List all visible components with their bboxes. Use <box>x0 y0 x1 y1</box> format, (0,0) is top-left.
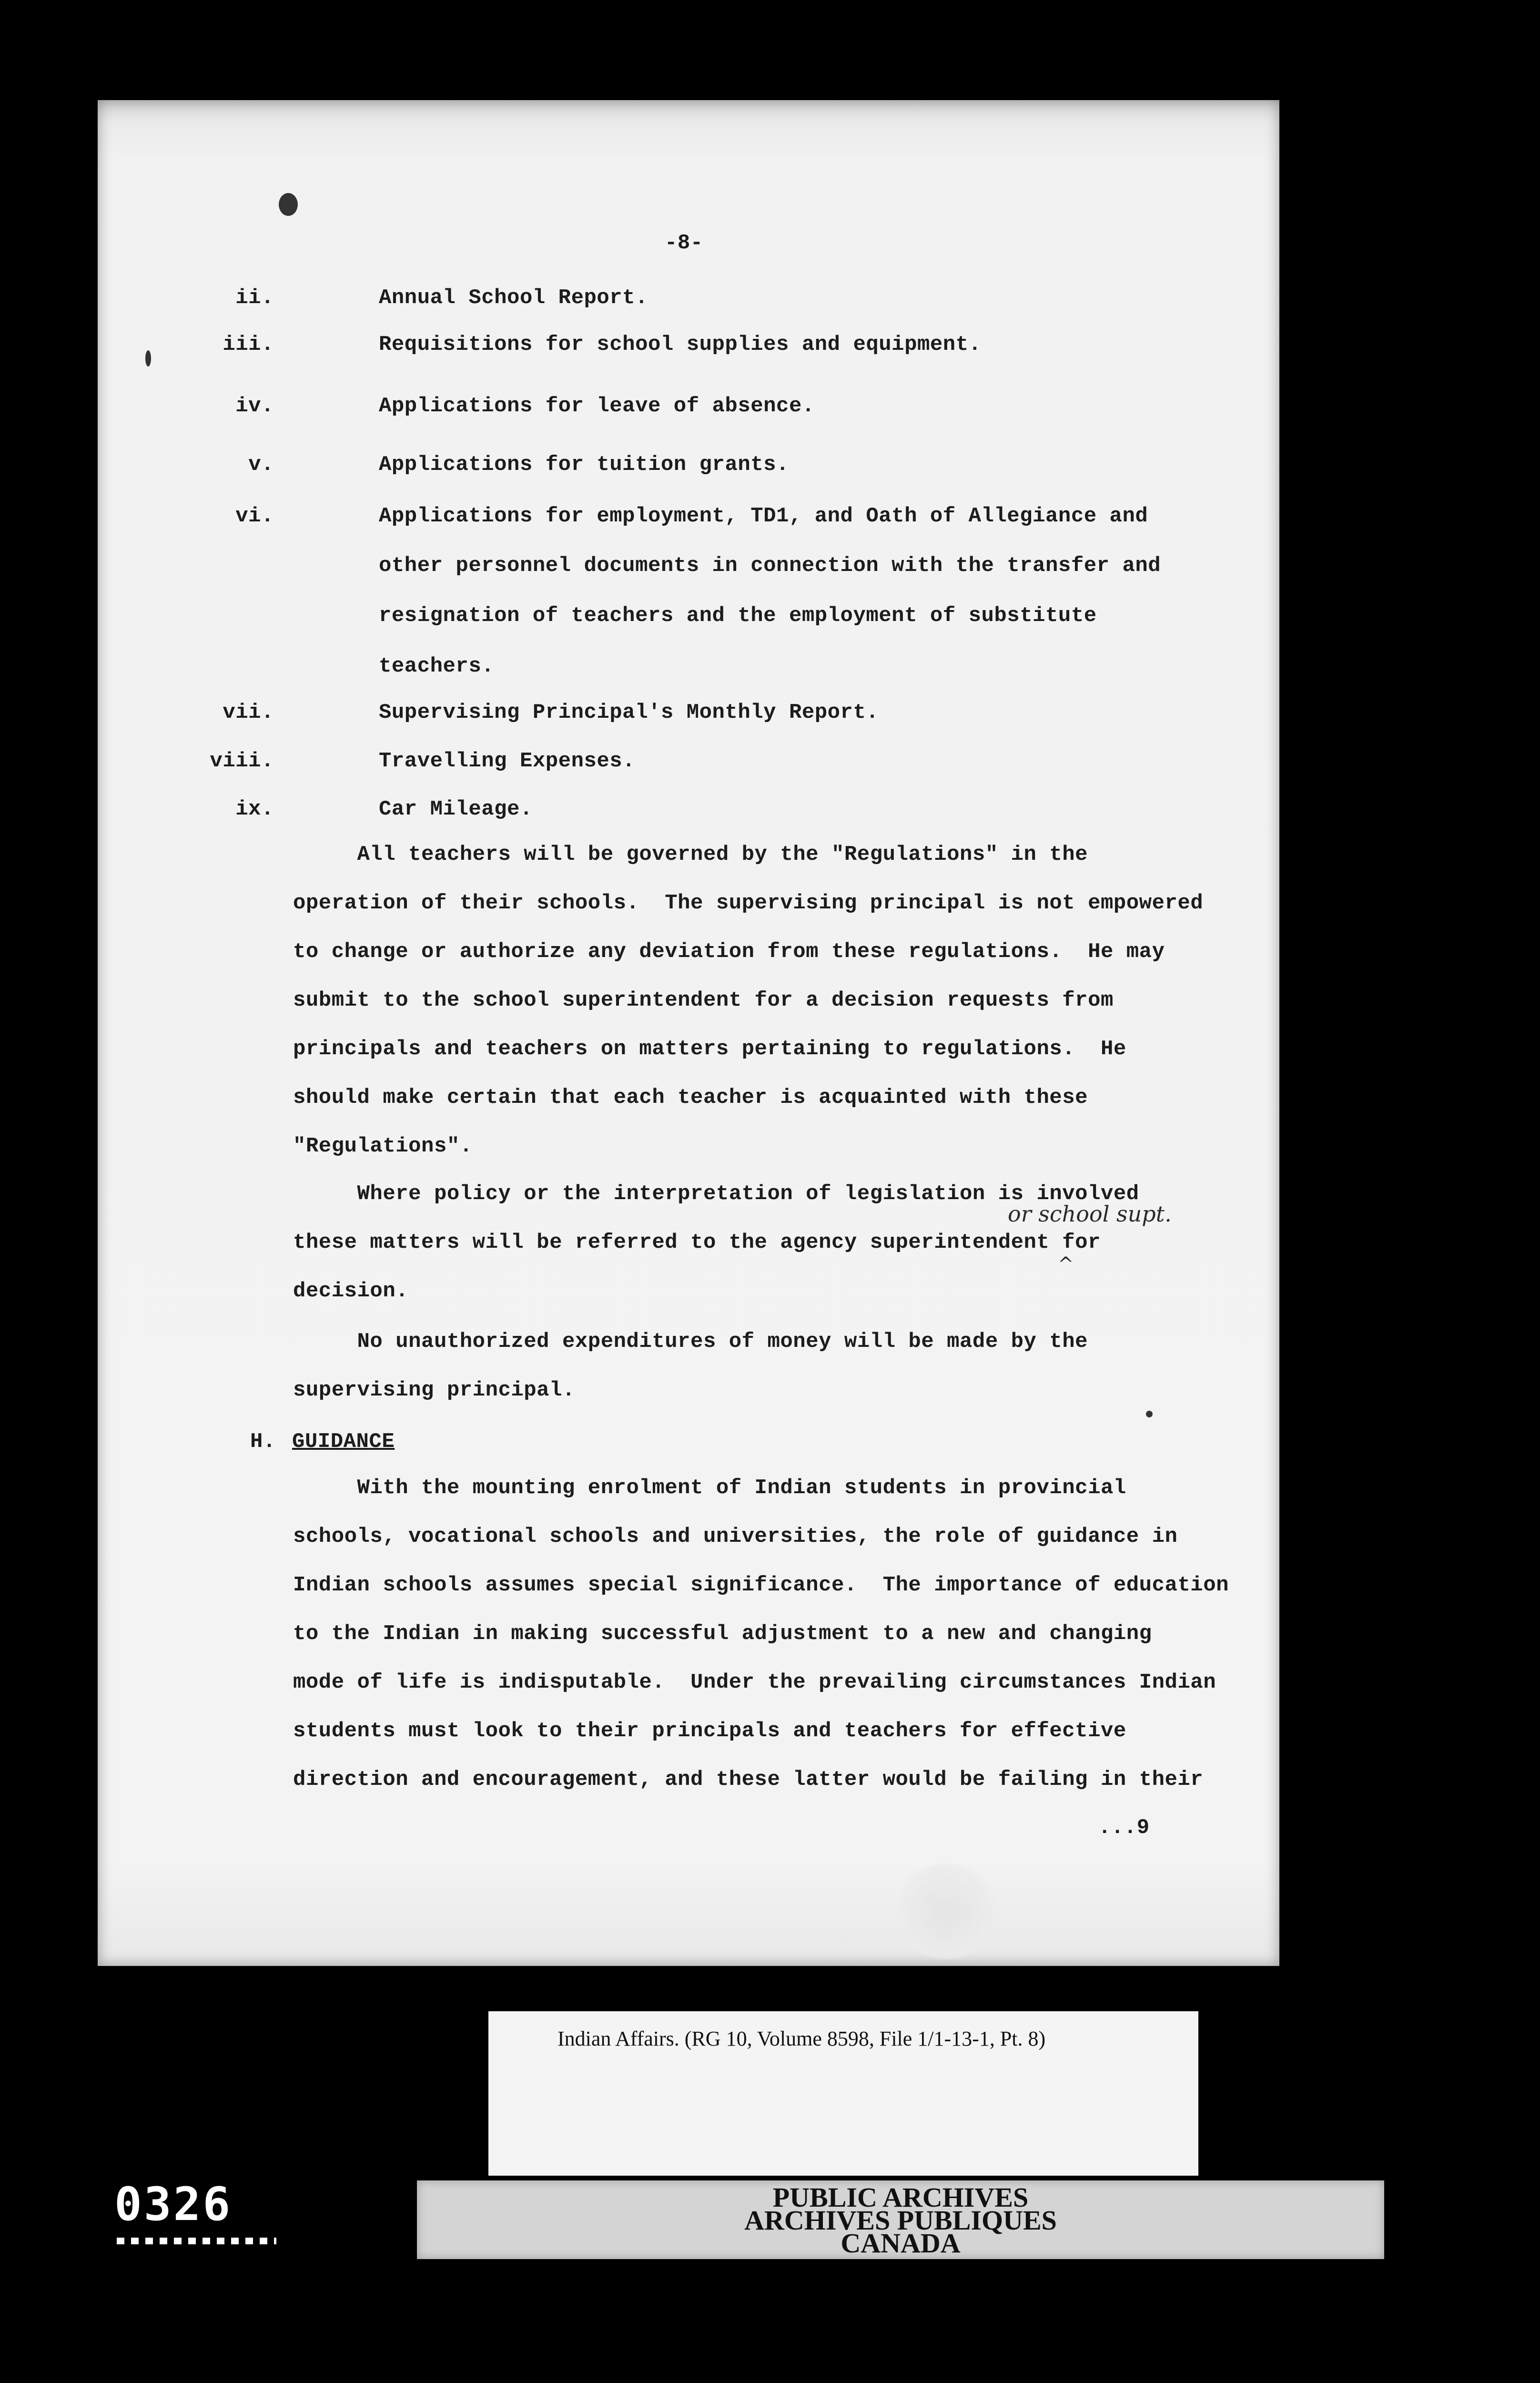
list-item-number: vii. <box>223 701 274 724</box>
list-item-number: ix. <box>235 797 274 821</box>
list-item-number: ii. <box>235 286 274 310</box>
stamp-line-2: ARCHIVES PUBLIQUES <box>744 2205 1057 2236</box>
paragraph-line: mode of life is indisputable. Under the prevailing circumstances Indian <box>293 1670 1216 1694</box>
paragraph-line: submit to the school superintendent for a decision requests from <box>293 988 1114 1012</box>
film-frame-number: 0326 <box>114 2178 233 2231</box>
paragraph-line: students must look to their principals and teachers for effective <box>293 1719 1126 1743</box>
paragraph-line: supervising principal. <box>293 1378 575 1402</box>
list-item-text: Car Mileage. <box>379 797 533 821</box>
paragraph-line: these matters will be referred to the agency superintendent for <box>293 1231 1101 1254</box>
paragraph-line: to change or authorize any deviation from these regulations. He may <box>293 940 1165 964</box>
list-item-text: Applications for employment, TD1, and Oath of Allegiance and <box>379 504 1148 528</box>
ink-speck <box>145 350 151 367</box>
stamp-line-3: CANADA <box>841 2228 961 2259</box>
list-item-number: vi. <box>235 504 274 528</box>
list-item-text: other personnel documents in connection with the transfer and <box>379 554 1161 578</box>
faint-stamp-mark <box>889 1864 1003 1959</box>
ink-blot <box>279 193 298 216</box>
paragraph-line: "Regulations". <box>293 1134 473 1158</box>
paragraph-line: principals and teachers on matters pertaining to regulations. He <box>293 1037 1126 1061</box>
paragraph-line: All teachers will be governed by the "Regulations" in the <box>293 843 1088 866</box>
list-item-text: Annual School Report. <box>379 286 648 310</box>
caret-mark: ^ <box>1058 1253 1074 1275</box>
document-page <box>98 100 1279 1966</box>
list-item-number: v. <box>248 453 274 477</box>
archive-reference-card <box>488 2011 1198 2176</box>
archive-reference: Indian Affairs. (RG 10, Volume 8598, File 1/1-13-1, Pt. 8) <box>557 2027 1046 2050</box>
paragraph-line: Where policy or the interpretation of legislation is involved <box>293 1182 1139 1206</box>
paragraph-line: Indian schools assumes special significance. The importance of education <box>293 1573 1229 1597</box>
paragraph-line: operation of their schools. The supervising principal is not empowered <box>293 891 1204 915</box>
paragraph-line: direction and encouragement, and these latter would be failing in their <box>293 1768 1204 1792</box>
section-heading: GUIDANCE <box>292 1430 395 1454</box>
list-item-text: Supervising Principal's Monthly Report. <box>379 701 879 724</box>
ink-speck <box>1146 1411 1153 1417</box>
paragraph-line: should make certain that each teacher is acquainted with these <box>293 1086 1088 1110</box>
stamp-line-1: PUBLIC ARCHIVES <box>772 2182 1029 2213</box>
list-item-text: resignation of teachers and the employment of substitute <box>379 604 1097 628</box>
section-letter: H. <box>250 1430 276 1454</box>
list-item-number: iii. <box>223 333 274 356</box>
page-number: -8- <box>665 231 703 255</box>
archive-stamp <box>417 2180 1384 2259</box>
list-item-number: viii. <box>210 749 274 773</box>
paragraph-line: With the mounting enrolment of Indian students in provincial <box>293 1476 1126 1500</box>
handwritten-insertion: or school supt. <box>1008 1201 1172 1227</box>
paragraph-line: schools, vocational schools and universities, the role of guidance in <box>293 1525 1178 1548</box>
list-item-text: Requisitions for school supplies and equipment. <box>379 333 982 356</box>
film-edge-ticks <box>117 2238 276 2244</box>
list-item-text: Applications for tuition grants. <box>379 453 789 477</box>
list-item-number: iv. <box>235 394 274 418</box>
paragraph-line: decision. <box>293 1279 409 1303</box>
list-item-text: Travelling Expenses. <box>379 749 636 773</box>
paragraph-line: to the Indian in making successful adjustment to a new and changing <box>293 1622 1152 1646</box>
list-item-text: Applications for leave of absence. <box>379 394 815 418</box>
continuation-marker: ...9 <box>1098 1816 1150 1840</box>
paragraph-line: No unauthorized expenditures of money will be made by the <box>293 1330 1088 1354</box>
list-item-text: teachers. <box>379 654 495 678</box>
